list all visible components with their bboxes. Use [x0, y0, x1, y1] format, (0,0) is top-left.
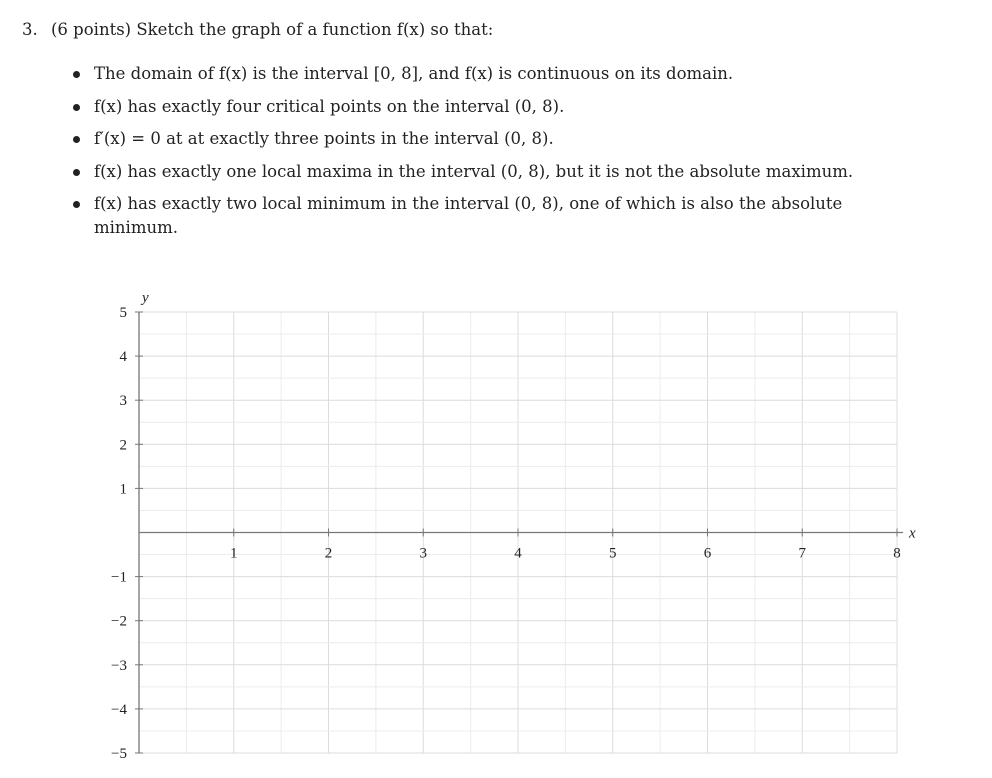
y-tick-label: 4 [119, 349, 127, 366]
condition-text: f(x) has exactly two local minimum in the interval (0, 8), one of which is also the absolute minimum. [94, 194, 843, 237]
condition-text: f(x) has exactly four critical points on the interval (0, 8). [94, 96, 565, 116]
problem-number: 3. [22, 20, 38, 39]
y-tick-label: −5 [111, 746, 127, 762]
condition-text: The domain of f(x) is the interval [0, 8], and f(x) is continuous on its domain. [94, 64, 734, 83]
y-tick-label: 5 [119, 305, 127, 321]
x-tick-label: 7 [798, 545, 806, 562]
condition-text: f′(x) = 0 at at exactly three points in the interval (0, 8). [94, 129, 554, 148]
x-tick-label: 4 [514, 545, 522, 562]
x-tick-label: 8 [893, 545, 901, 562]
x-tick-label: 5 [609, 545, 617, 562]
y-tick-label: 2 [119, 437, 127, 454]
x-axis-label: x [909, 525, 916, 542]
x-tick-label: 3 [419, 545, 427, 562]
problem-points: (6 points) [51, 20, 132, 39]
y-tick-label: −1 [111, 569, 127, 586]
condition-text: f(x) has exactly one local maxima in the interval (0, 8), but it is not the absolute maximum. [94, 161, 854, 181]
y-tick-label: −3 [111, 657, 127, 674]
x-tick-label: 2 [324, 545, 333, 562]
x-tick-label: 6 [703, 545, 712, 562]
y-tick-label: 1 [119, 481, 127, 498]
y-tick-label: 3 [119, 393, 127, 410]
y-tick-label: −4 [111, 701, 127, 718]
x-tick-label: 1 [230, 545, 238, 562]
tick-labels [111, 290, 916, 762]
y-tick-label: −2 [111, 613, 127, 630]
problem-prompt: Sketch the graph of a function f(x) so that: [136, 20, 494, 39]
y-axis-label: y [142, 290, 149, 306]
